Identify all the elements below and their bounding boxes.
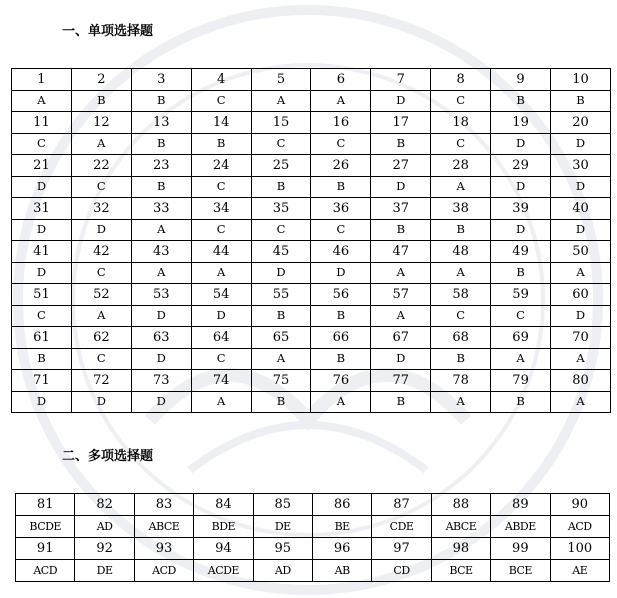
answer-cell: A <box>431 391 491 413</box>
answer-cell: A <box>551 348 611 370</box>
question-number-cell: 1 <box>12 69 72 91</box>
question-number-cell: 45 <box>251 241 311 263</box>
answer-cell: A <box>431 262 491 284</box>
answer-cell: B <box>491 90 551 112</box>
question-number-cell: 59 <box>491 284 551 306</box>
question-number-cell: 46 <box>311 241 371 263</box>
question-number-cell: 12 <box>71 112 131 134</box>
question-number-cell: 83 <box>134 494 193 516</box>
question-number-cell: 32 <box>71 198 131 220</box>
answer-cell: DE <box>253 516 312 538</box>
question-number-cell: 86 <box>312 494 371 516</box>
answer-row <box>12 348 611 370</box>
answer-cell: A <box>131 262 191 284</box>
answer-cell: A <box>251 90 311 112</box>
answer-cell: C <box>71 176 131 198</box>
question-number-cell: 94 <box>194 538 253 560</box>
answer-cell: DE <box>75 560 134 582</box>
question-number-row <box>12 69 611 91</box>
answer-row <box>12 90 611 112</box>
question-number-cell: 95 <box>253 538 312 560</box>
question-number-cell: 58 <box>431 284 491 306</box>
answer-cell: C <box>251 133 311 155</box>
multiple-choice-answer-table <box>15 493 610 582</box>
answer-cell: B <box>131 90 191 112</box>
answer-cell: A <box>371 305 431 327</box>
question-number-cell: 87 <box>372 494 431 516</box>
question-number-cell: 39 <box>491 198 551 220</box>
question-number-cell: 6 <box>311 69 371 91</box>
answer-cell: C <box>311 219 371 241</box>
answer-cell: C <box>191 348 251 370</box>
question-number-row <box>12 327 611 349</box>
question-number-cell: 97 <box>372 538 431 560</box>
question-number-cell: 48 <box>431 241 491 263</box>
answer-cell: BDE <box>194 516 253 538</box>
answer-cell: CDE <box>372 516 431 538</box>
question-number-cell: 20 <box>551 112 611 134</box>
question-number-row <box>12 241 611 263</box>
question-number-cell: 4 <box>191 69 251 91</box>
question-number-cell: 52 <box>71 284 131 306</box>
answer-cell: B <box>551 90 611 112</box>
question-number-cell: 24 <box>191 155 251 177</box>
question-number-cell: 80 <box>551 370 611 392</box>
answer-cell: A <box>551 262 611 284</box>
question-number-cell: 19 <box>491 112 551 134</box>
answer-cell: B <box>371 219 431 241</box>
answer-cell: D <box>131 391 191 413</box>
answer-cell: AB <box>312 560 371 582</box>
answer-cell: AD <box>75 516 134 538</box>
answer-cell: D <box>371 348 431 370</box>
answer-cell: B <box>71 90 131 112</box>
question-number-cell: 99 <box>491 538 550 560</box>
question-number-cell: 85 <box>253 494 312 516</box>
question-number-cell: 69 <box>491 327 551 349</box>
question-number-cell: 64 <box>191 327 251 349</box>
question-number-cell: 41 <box>12 241 72 263</box>
answer-cell: D <box>491 219 551 241</box>
answer-cell: D <box>71 391 131 413</box>
answer-cell: B <box>371 391 431 413</box>
question-number-row <box>12 284 611 306</box>
answer-cell: C <box>71 262 131 284</box>
question-number-cell: 67 <box>371 327 431 349</box>
question-number-row <box>16 538 610 560</box>
question-number-cell: 11 <box>12 112 72 134</box>
question-number-cell: 31 <box>12 198 72 220</box>
question-number-cell: 33 <box>131 198 191 220</box>
answer-cell: A <box>311 391 371 413</box>
question-number-cell: 93 <box>134 538 193 560</box>
answer-cell: ABDE <box>491 516 550 538</box>
question-number-cell: 22 <box>71 155 131 177</box>
question-number-row <box>12 198 611 220</box>
answer-cell: B <box>491 391 551 413</box>
answer-cell: A <box>71 305 131 327</box>
answer-cell: B <box>251 305 311 327</box>
answer-cell: D <box>551 305 611 327</box>
answer-cell: C <box>251 219 311 241</box>
answer-row <box>12 176 611 198</box>
question-number-cell: 17 <box>371 112 431 134</box>
question-number-cell: 56 <box>311 284 371 306</box>
answer-cell: B <box>311 348 371 370</box>
answer-cell: C <box>71 348 131 370</box>
answer-cell: B <box>131 176 191 198</box>
single-choice-answer-table <box>11 68 611 413</box>
answer-cell: A <box>191 391 251 413</box>
answer-cell: A <box>431 176 491 198</box>
question-number-row <box>16 494 610 516</box>
answer-cell: D <box>491 133 551 155</box>
question-number-cell: 35 <box>251 198 311 220</box>
answer-cell: ACD <box>550 516 609 538</box>
answer-cell: C <box>12 133 72 155</box>
answer-row <box>12 305 611 327</box>
question-number-cell: 84 <box>194 494 253 516</box>
question-number-cell: 65 <box>251 327 311 349</box>
question-number-cell: 14 <box>191 112 251 134</box>
answer-cell: BCDE <box>16 516 75 538</box>
question-number-cell: 63 <box>131 327 191 349</box>
question-number-cell: 28 <box>431 155 491 177</box>
answer-cell: D <box>71 219 131 241</box>
question-number-cell: 98 <box>431 538 490 560</box>
question-number-cell: 8 <box>431 69 491 91</box>
question-number-cell: 49 <box>491 241 551 263</box>
answer-cell: B <box>12 348 72 370</box>
question-number-cell: 73 <box>131 370 191 392</box>
question-number-cell: 43 <box>131 241 191 263</box>
answer-cell: D <box>12 219 72 241</box>
answer-cell: A <box>71 133 131 155</box>
question-number-cell: 68 <box>431 327 491 349</box>
question-number-cell: 47 <box>371 241 431 263</box>
answer-cell: A <box>12 90 72 112</box>
question-number-cell: 44 <box>191 241 251 263</box>
question-number-cell: 42 <box>71 241 131 263</box>
answer-cell: A <box>251 348 311 370</box>
question-number-cell: 2 <box>71 69 131 91</box>
answer-cell: B <box>431 219 491 241</box>
answer-cell: C <box>12 305 72 327</box>
answer-cell: C <box>191 219 251 241</box>
answer-cell: D <box>551 133 611 155</box>
question-number-cell: 72 <box>71 370 131 392</box>
question-number-cell: 29 <box>491 155 551 177</box>
question-number-cell: 7 <box>371 69 431 91</box>
question-number-cell: 62 <box>71 327 131 349</box>
answer-cell: C <box>431 133 491 155</box>
answer-cell: BCE <box>491 560 550 582</box>
answer-cell: B <box>251 391 311 413</box>
answer-cell: D <box>191 305 251 327</box>
question-number-cell: 36 <box>311 198 371 220</box>
answer-cell: AD <box>253 560 312 582</box>
answer-cell: BE <box>312 516 371 538</box>
answer-cell: D <box>551 219 611 241</box>
question-number-cell: 26 <box>311 155 371 177</box>
answer-cell: D <box>251 262 311 284</box>
answer-cell: C <box>431 305 491 327</box>
question-number-cell: 89 <box>491 494 550 516</box>
answer-cell: B <box>191 133 251 155</box>
answer-cell: A <box>191 262 251 284</box>
question-number-cell: 79 <box>491 370 551 392</box>
answer-cell: ACD <box>16 560 75 582</box>
answer-cell: C <box>431 90 491 112</box>
question-number-cell: 100 <box>550 538 609 560</box>
answer-cell: D <box>131 305 191 327</box>
section-title-single-choice: 一、单项选择题 <box>62 24 154 39</box>
answer-cell: A <box>371 262 431 284</box>
question-number-row <box>12 370 611 392</box>
question-number-cell: 5 <box>251 69 311 91</box>
question-number-cell: 74 <box>191 370 251 392</box>
answer-cell: A <box>131 219 191 241</box>
question-number-cell: 54 <box>191 284 251 306</box>
question-number-cell: 78 <box>431 370 491 392</box>
question-number-cell: 71 <box>12 370 72 392</box>
question-number-row <box>12 155 611 177</box>
question-number-cell: 96 <box>312 538 371 560</box>
answer-cell: D <box>311 262 371 284</box>
answer-cell: C <box>311 133 371 155</box>
question-number-cell: 61 <box>12 327 72 349</box>
question-number-cell: 23 <box>131 155 191 177</box>
question-number-cell: 66 <box>311 327 371 349</box>
answer-cell: D <box>371 90 431 112</box>
question-number-cell: 82 <box>75 494 134 516</box>
question-number-cell: 81 <box>16 494 75 516</box>
answer-cell: A <box>491 348 551 370</box>
question-number-cell: 9 <box>491 69 551 91</box>
question-number-cell: 55 <box>251 284 311 306</box>
answer-row <box>16 560 610 582</box>
question-number-cell: 34 <box>191 198 251 220</box>
question-number-cell: 57 <box>371 284 431 306</box>
answer-cell: CD <box>372 560 431 582</box>
answer-cell: B <box>371 133 431 155</box>
answer-cell: D <box>12 391 72 413</box>
question-number-cell: 15 <box>251 112 311 134</box>
question-number-cell: 16 <box>311 112 371 134</box>
answer-cell: ABCE <box>431 516 490 538</box>
answer-cell: B <box>431 348 491 370</box>
question-number-cell: 77 <box>371 370 431 392</box>
answer-cell: ABCE <box>134 516 193 538</box>
answer-cell: C <box>191 176 251 198</box>
question-number-cell: 13 <box>131 112 191 134</box>
question-number-cell: 40 <box>551 198 611 220</box>
answer-row <box>12 262 611 284</box>
answer-cell: D <box>551 176 611 198</box>
answer-cell: D <box>371 176 431 198</box>
answer-cell: B <box>311 176 371 198</box>
section-title-multiple-choice: 二、多项选择题 <box>62 449 154 464</box>
answer-row <box>16 516 610 538</box>
answer-cell: ACDE <box>194 560 253 582</box>
answer-cell: BCE <box>431 560 490 582</box>
answer-cell: C <box>491 305 551 327</box>
question-number-cell: 91 <box>16 538 75 560</box>
question-number-cell: 27 <box>371 155 431 177</box>
question-number-cell: 75 <box>251 370 311 392</box>
question-number-cell: 37 <box>371 198 431 220</box>
question-number-cell: 60 <box>551 284 611 306</box>
answer-cell: AE <box>550 560 609 582</box>
question-number-cell: 10 <box>551 69 611 91</box>
answer-row <box>12 219 611 241</box>
answer-cell: ACD <box>134 560 193 582</box>
answer-row <box>12 133 611 155</box>
question-number-cell: 18 <box>431 112 491 134</box>
question-number-cell: 70 <box>551 327 611 349</box>
question-number-cell: 38 <box>431 198 491 220</box>
answer-cell: C <box>191 90 251 112</box>
question-number-cell: 90 <box>550 494 609 516</box>
answer-cell: D <box>491 176 551 198</box>
question-number-cell: 92 <box>75 538 134 560</box>
question-number-cell: 30 <box>551 155 611 177</box>
answer-cell: B <box>131 133 191 155</box>
question-number-cell: 50 <box>551 241 611 263</box>
question-number-cell: 25 <box>251 155 311 177</box>
question-number-cell: 76 <box>311 370 371 392</box>
answer-cell: D <box>131 348 191 370</box>
answer-cell: B <box>491 262 551 284</box>
answer-cell: A <box>311 90 371 112</box>
answer-cell: D <box>12 262 72 284</box>
answer-cell: B <box>251 176 311 198</box>
question-number-cell: 53 <box>131 284 191 306</box>
answer-cell: A <box>551 391 611 413</box>
answer-cell: B <box>311 305 371 327</box>
question-number-cell: 88 <box>431 494 490 516</box>
question-number-cell: 21 <box>12 155 72 177</box>
question-number-cell: 3 <box>131 69 191 91</box>
question-number-cell: 51 <box>12 284 72 306</box>
question-number-row <box>12 112 611 134</box>
answer-row <box>12 391 611 413</box>
answer-cell: D <box>12 176 72 198</box>
